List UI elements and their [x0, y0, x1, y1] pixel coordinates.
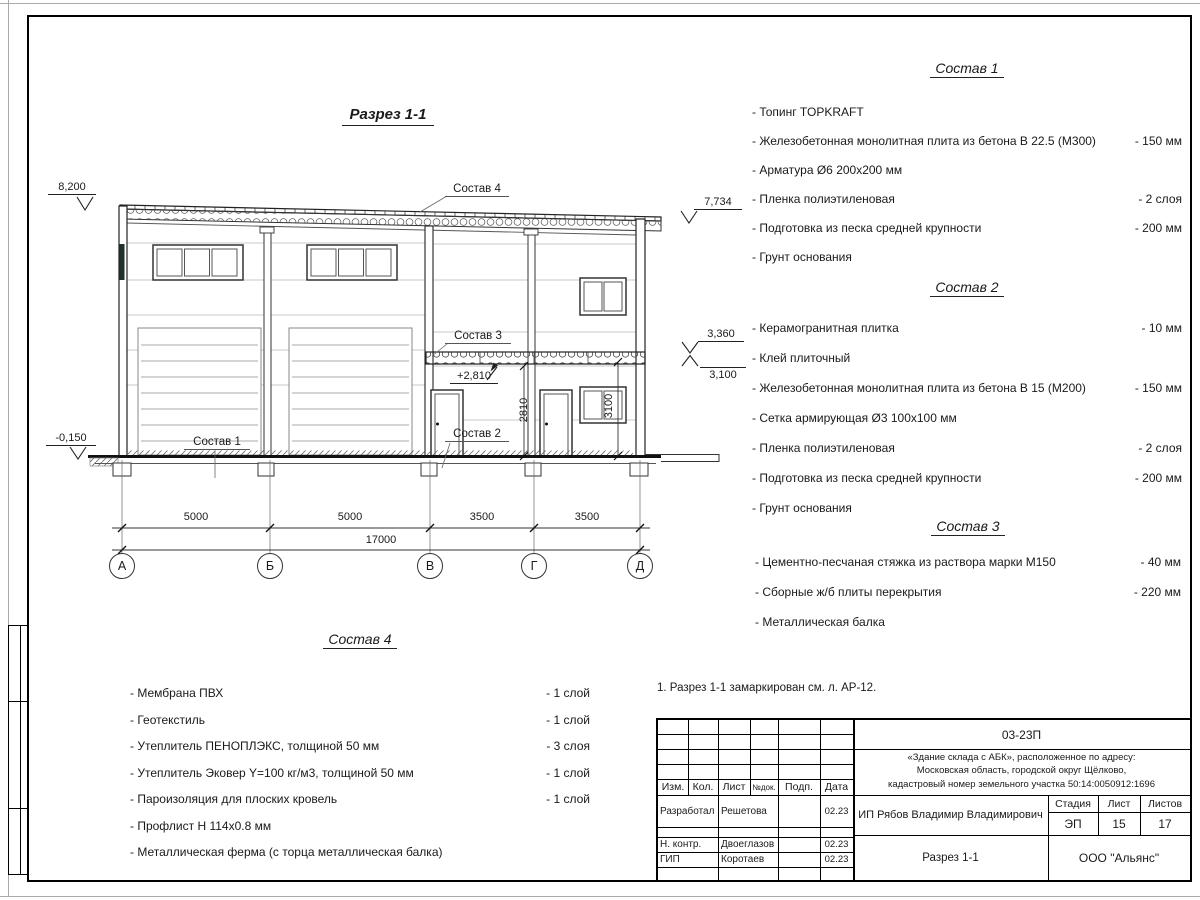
composition-item-value: - 1 слой: [546, 712, 590, 727]
composition-item-name: - Цементно-песчаная стяжка из раствора марки М150: [755, 555, 1056, 569]
tb-sheets-total: 17: [1158, 816, 1172, 831]
composition-item-name: - Топинг TOPKRAFT: [752, 104, 864, 119]
composition-item-name: - Пароизоляция для плоских кровель: [130, 792, 338, 807]
tb-role-developer: Разработал: [660, 805, 715, 817]
title-block: [656, 718, 1192, 882]
tb-col-kol: Кол.: [692, 781, 714, 793]
elevation-mezzanine-bottom: 3,100: [700, 367, 746, 381]
elevation-slab-bottom: +2,810: [450, 370, 498, 384]
composition-item-name: - Пленка полиэтиленовая: [752, 441, 895, 455]
composition-item-value: - 40 мм: [1140, 555, 1181, 569]
composition-item-name: - Грунт основания: [752, 501, 852, 515]
tb-date-gip: 02.23: [824, 854, 849, 865]
tb-sheet-number: 15: [1112, 816, 1126, 831]
composition-item-name: - Металлическая балка: [755, 615, 885, 629]
composition-title: Состав 1: [752, 60, 1182, 79]
composition-item-name: - Железобетонная монолитная плита из бетона В 22.5 (М300): [752, 133, 1096, 148]
tb-stage-label: Стадия: [1055, 797, 1091, 810]
composition-item: [752, 184, 1182, 213]
composition-item-value: - 1 слой: [546, 686, 590, 701]
composition-item: [130, 733, 590, 760]
elevation-mezzanine-top: 3,360: [698, 328, 744, 342]
axis-bubble-v: В: [417, 553, 443, 579]
tb-view-name: Разрез 1-1: [922, 851, 979, 864]
composition-item-name: - Пленка полиэтиленовая: [752, 191, 895, 206]
composition-item-name: - Подготовка из песка средней крупности: [752, 471, 982, 485]
tb-role-gip: ГИП: [660, 854, 680, 865]
floor-slab: [88, 451, 719, 477]
tb-project-description: [855, 751, 1188, 791]
axis-bubble-a: А: [109, 553, 135, 579]
composition-item-name: - Керамогранитная плитка: [752, 321, 899, 335]
composition-item: [130, 707, 590, 734]
composition-item: [752, 126, 1182, 155]
composition-item-name: - Металлическая ферма (с торца металлическая балка): [130, 845, 443, 860]
composition-item-value: - 3 слоя: [546, 739, 590, 754]
composition-item-value: - 150 мм: [1134, 133, 1182, 148]
composition-item-value: - 1 слой: [546, 765, 590, 780]
tb-name-ncontrol: Двоеглазов: [721, 839, 775, 850]
composition-item: [755, 607, 1181, 637]
composition-item-name: - Сборные ж/б плиты перекрытия: [755, 585, 942, 599]
composition-item-name: - Утеплитель ПЕНОПЛЭКС, толщиной 50 мм: [130, 739, 380, 754]
dim-5000-b: 5000: [337, 511, 363, 523]
tb-doc-code: 03-23П: [1001, 727, 1042, 742]
tb-col-podp: Подп.: [785, 781, 813, 793]
roof-assembly: [120, 205, 661, 235]
composition-item: [752, 155, 1182, 184]
tb-col-izm: Изм.: [661, 781, 685, 793]
axis-bubble-g: Г: [521, 553, 547, 579]
tb-date-ncontrol: 02.23: [824, 839, 849, 850]
composition-item: [752, 343, 1182, 373]
vertical-dim-2810: 2810: [518, 397, 530, 423]
axis-bubble-b: Б: [257, 553, 283, 579]
composition-item: [130, 813, 590, 840]
composition-item-name: - Утеплитель Эковер Y=100 кг/м3, толщиной 50 мм: [130, 765, 414, 780]
tb-project-line: кадастровый номер земельного участка 50:14:0050912:1696: [887, 778, 1155, 790]
composition-item-name: - Геотекстиль: [130, 712, 205, 727]
composition-item-value: - 200 мм: [1134, 471, 1182, 485]
composition-item: [755, 547, 1181, 577]
elevation-ground: -0,150: [46, 432, 96, 446]
sectional-gates: [138, 328, 412, 455]
dim-3500-a: 3500: [469, 511, 495, 523]
dim-5000-a: 5000: [183, 511, 209, 523]
tb-project-line: «Здание склада с АБК», расположенное по адресу:: [907, 752, 1136, 763]
drawing-note: 1. Разрез 1-1 замаркирован см. л. АР-12.: [657, 682, 877, 694]
tb-project-line: Московская область, городской округ Щёлково,: [916, 765, 1127, 777]
callout-sostav-3: Состав 3: [445, 330, 511, 344]
callout-sostav-4: Состав 4: [445, 183, 509, 197]
tb-name-gip: Коротаев: [721, 854, 765, 865]
view-title: Разрез 1-1: [342, 106, 434, 126]
axis-bubble-d: Д: [627, 553, 653, 579]
composition-title: Состав 2: [752, 279, 1182, 298]
elevation-roof-right: 7,734: [694, 196, 742, 210]
composition-item-name: - Мембрана ПВХ: [130, 686, 224, 701]
composition-list-3: [755, 518, 1181, 637]
tb-company: ООО "Альянс": [1078, 850, 1160, 865]
callout-sostav-2: Состав 2: [445, 428, 509, 442]
tb-role-ncontrol: Н. контр.: [660, 839, 702, 850]
dim-total-17000: 17000: [365, 534, 397, 546]
composition-item: [130, 839, 590, 866]
tb-name-developer: Решетова: [721, 805, 767, 817]
dim-3500-b: 3500: [574, 511, 600, 523]
mezzanine-slab: [426, 352, 645, 364]
composition-item-value: - 1 слой: [546, 792, 590, 807]
composition-item-name: - Грунт основания: [752, 249, 852, 264]
elevation-roof-left: 8,200: [48, 181, 96, 195]
composition-item-value: - 2 слоя: [1138, 191, 1182, 206]
doors: [431, 390, 572, 456]
tb-col-ndok: №док.: [752, 782, 776, 792]
composition-item: [752, 463, 1182, 493]
tb-date-developer: 02.23: [824, 805, 849, 817]
tb-client: ИП Рябов Владимир Владимирович: [858, 809, 1043, 821]
composition-item: [752, 403, 1182, 433]
composition-title: Состав 4: [130, 631, 590, 650]
composition-item: [752, 97, 1182, 126]
composition-item-value: - 10 мм: [1141, 321, 1182, 335]
tb-col-data: Дата: [824, 781, 849, 793]
composition-list-4: [130, 631, 590, 866]
composition-list-1: [752, 60, 1182, 271]
composition-item: [130, 680, 590, 707]
composition-list-2: [752, 279, 1182, 523]
composition-item-value: - 2 слоя: [1138, 441, 1182, 455]
composition-item-value: - 220 мм: [1133, 585, 1181, 599]
composition-item: [755, 577, 1181, 607]
tb-sheets-label: Листов: [1147, 797, 1183, 810]
tb-stage-value: ЭП: [1064, 816, 1082, 831]
tb-sheet-label: Лист: [1107, 797, 1131, 810]
composition-item: [130, 786, 590, 813]
composition-item: [752, 213, 1182, 242]
composition-item-name: - Сетка армирующая Ø3 100х100 мм: [752, 411, 957, 425]
composition-item-name: - Клей плиточный: [752, 351, 851, 365]
tb-col-list: Лист: [722, 781, 746, 793]
composition-item-name: - Подготовка из песка средней крупности: [752, 220, 982, 235]
composition-item: [752, 242, 1182, 271]
composition-item-name: - Железобетонная монолитная плита из бетона В 15 (М200): [752, 381, 1086, 395]
composition-title: Состав 3: [755, 518, 1181, 537]
callout-sostav-1: Состав 1: [184, 436, 250, 450]
composition-item: [752, 313, 1182, 343]
composition-item-value: - 200 мм: [1134, 220, 1182, 235]
composition-item: [130, 760, 590, 787]
composition-item-value: - 150 мм: [1134, 381, 1182, 395]
vertical-dim-3100: 3100: [603, 393, 615, 419]
composition-item: [752, 433, 1182, 463]
composition-item-name: - Арматура Ø6 200х200 мм: [752, 162, 903, 177]
composition-item-name: - Профлист Н 114х0.8 мм: [130, 818, 272, 833]
composition-item: [752, 373, 1182, 403]
